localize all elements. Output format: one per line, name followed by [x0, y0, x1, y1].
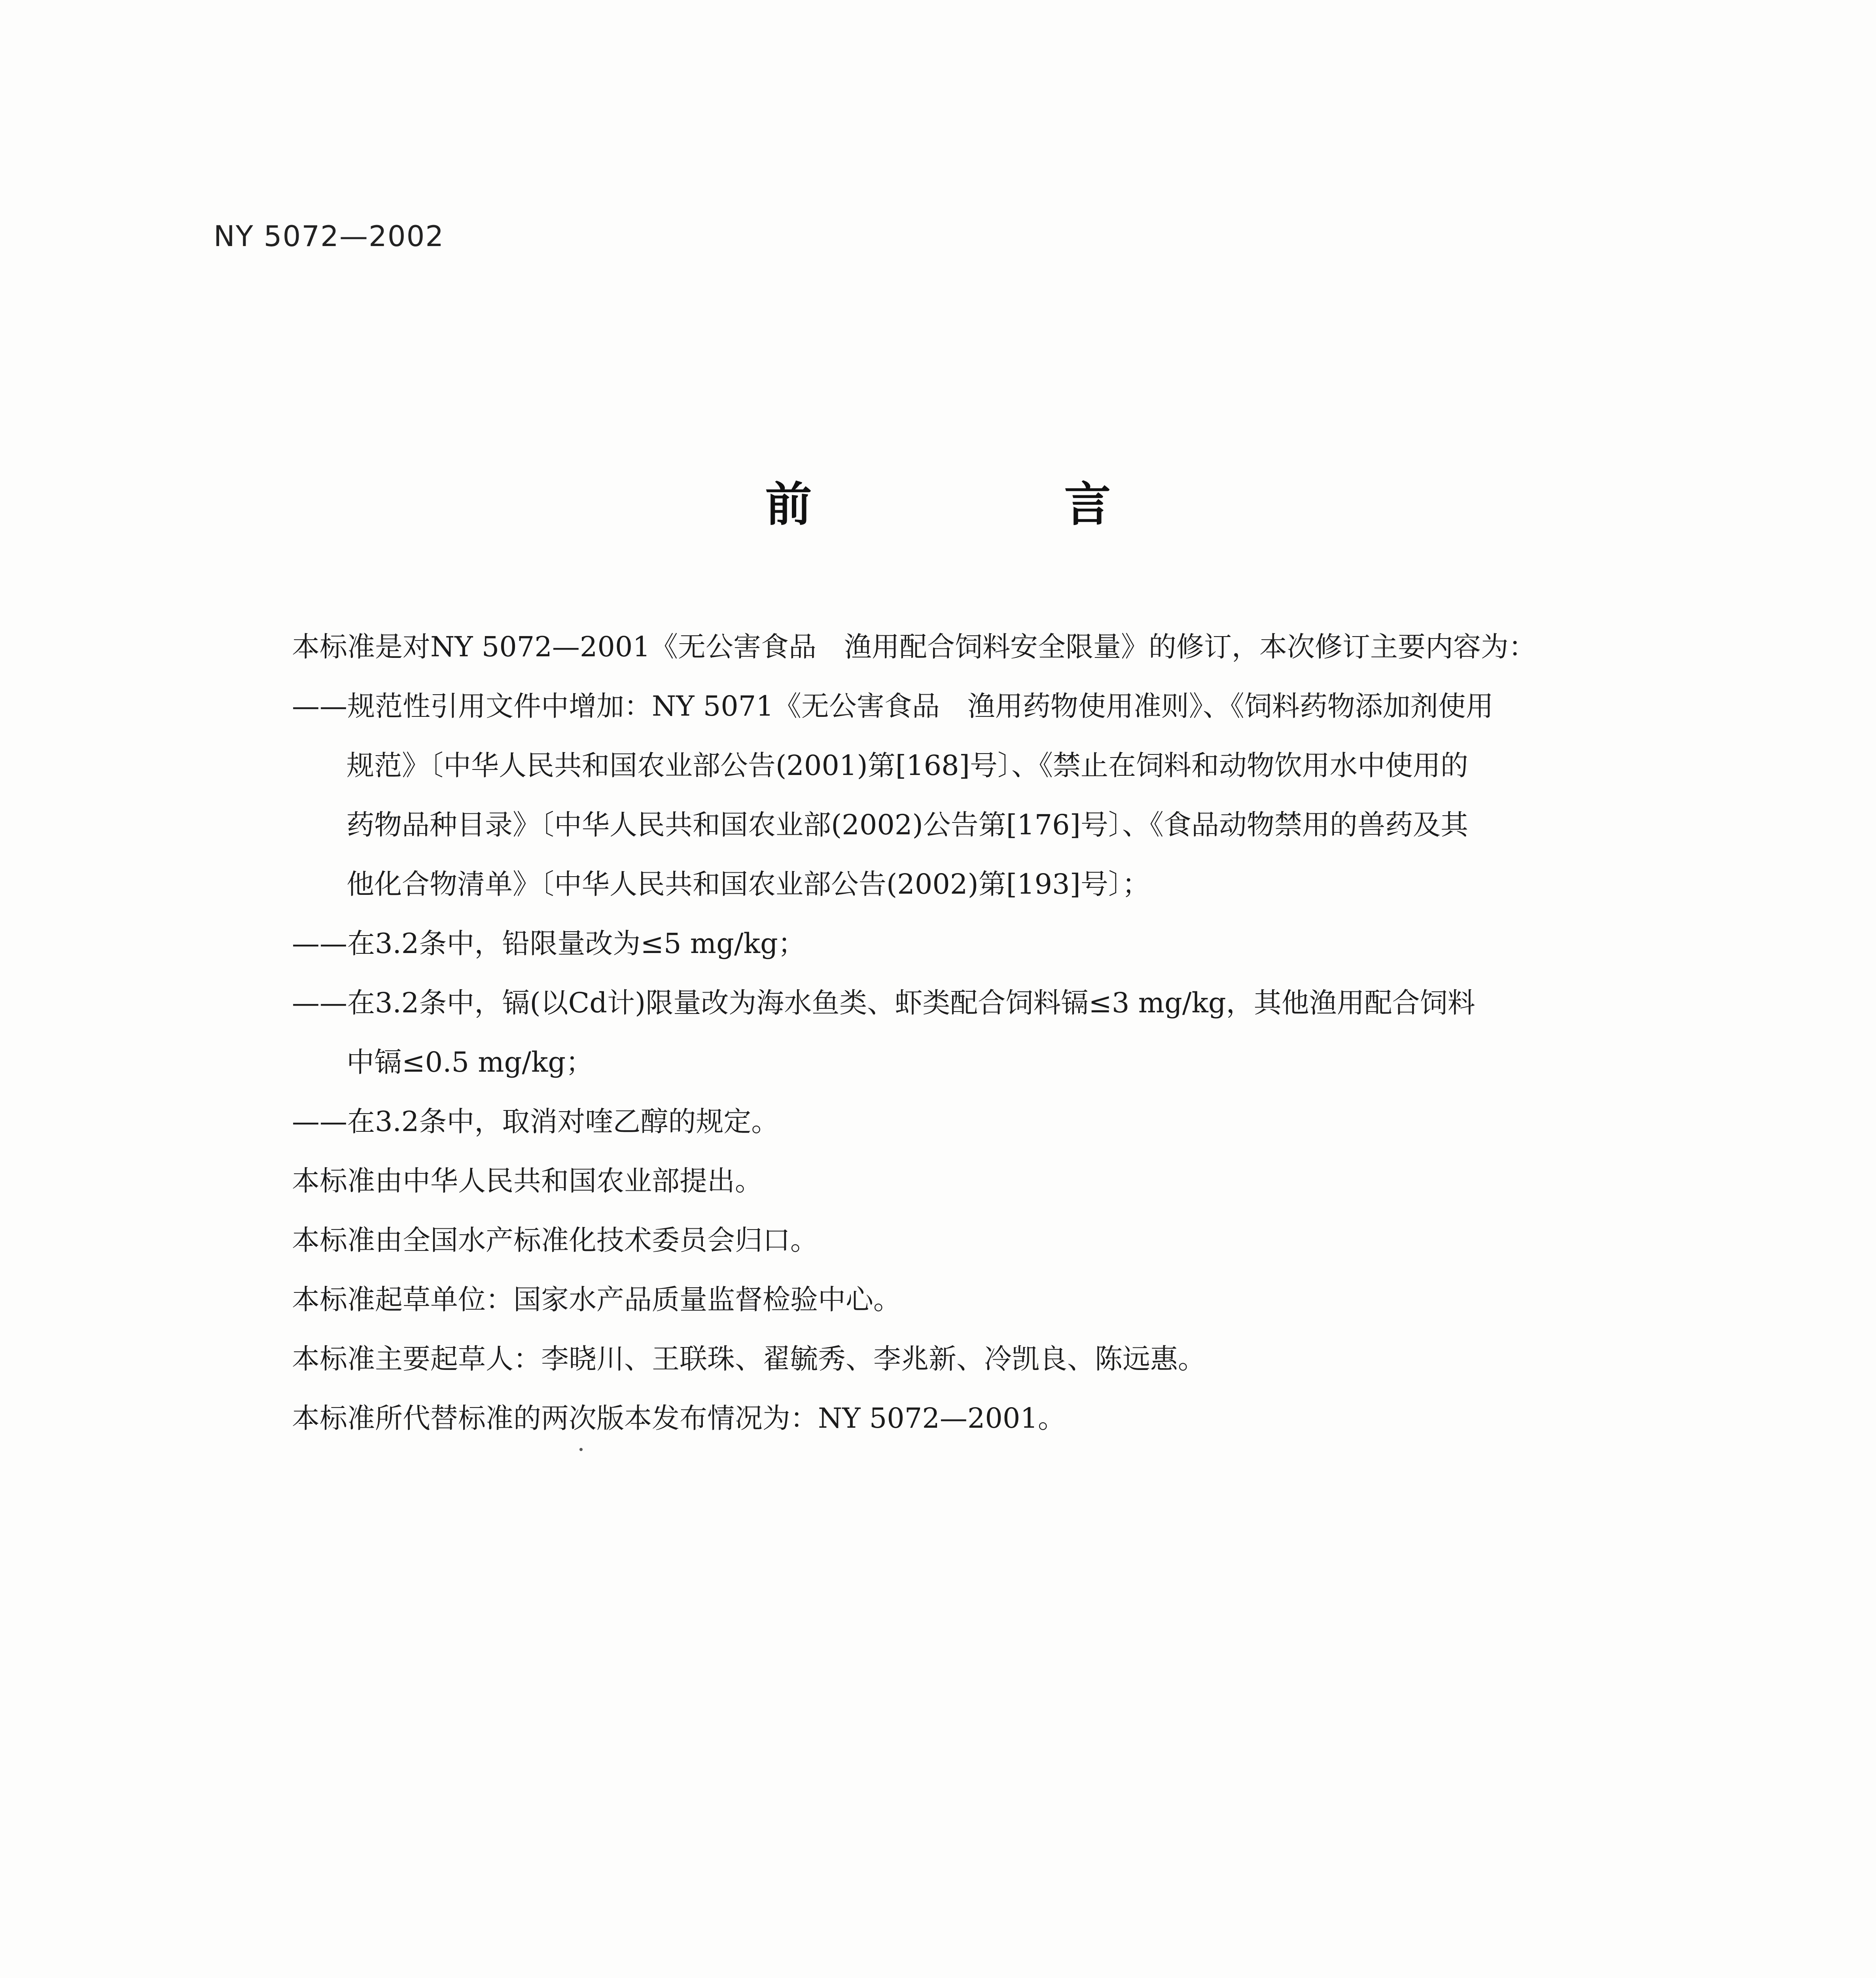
foreword-line: 他化合物清单》〔中华人民共和国农业部公告(2002)第[193]号〕； [346, 868, 1150, 900]
foreword-line: ——在3.2条中，铅限量改为≤5 mg/kg； [292, 927, 806, 960]
foreword-line: ——规范性引用文件中增加：NY 5071《无公害食品 渔用药物使用准则》、《饲料药物添加剂使用 [292, 690, 1494, 722]
scan-speck [579, 1448, 583, 1451]
foreword-body [292, 617, 1692, 1448]
foreword-line: 中镉≤0.5 mg/kg； [346, 1046, 594, 1078]
foreword-line: 本标准起草单位：国家水产品质量监督检验中心。 [292, 1283, 901, 1316]
foreword-line: 本标准所代替标准的两次版本发布情况为：NY 5072—2001。 [292, 1402, 1066, 1434]
foreword-line: 本标准是对NY 5072—2001《无公害食品 渔用配合饲料安全限量》的修订，本次修订主要内容为： [292, 631, 1536, 663]
foreword-line: ——在3.2条中，取消对喹乙醇的规定。 [292, 1105, 779, 1138]
foreword-line: ——在3.2条中，镉(以Cd计)限量改为海水鱼类、虾类配合饲料镉≤3 mg/kg，其他渔用配合饲料 [292, 987, 1475, 1019]
foreword-line: 本标准由中华人民共和国农业部提出。 [292, 1165, 763, 1197]
foreword-line: 规范》〔中华人民共和国农业部公告(2001)第[168]号〕、《禁止在饲料和动物饮用水中使用的 [346, 749, 1468, 782]
foreword-line: 本标准由全国水产标准化技术委员会归口。 [292, 1224, 818, 1256]
foreword-line: 本标准主要起草人：李晓川、王联珠、翟毓秀、李兆新、冷凯良、陈远惠。 [292, 1343, 1206, 1375]
standard-code: NY 5072—2002 [214, 220, 445, 253]
page-title: 前 言 [765, 477, 1214, 532]
foreword-line: 药物品种目录》〔中华人民共和国农业部(2002)公告第[176]号〕、《食品动物禁用的兽药及其 [346, 809, 1468, 841]
